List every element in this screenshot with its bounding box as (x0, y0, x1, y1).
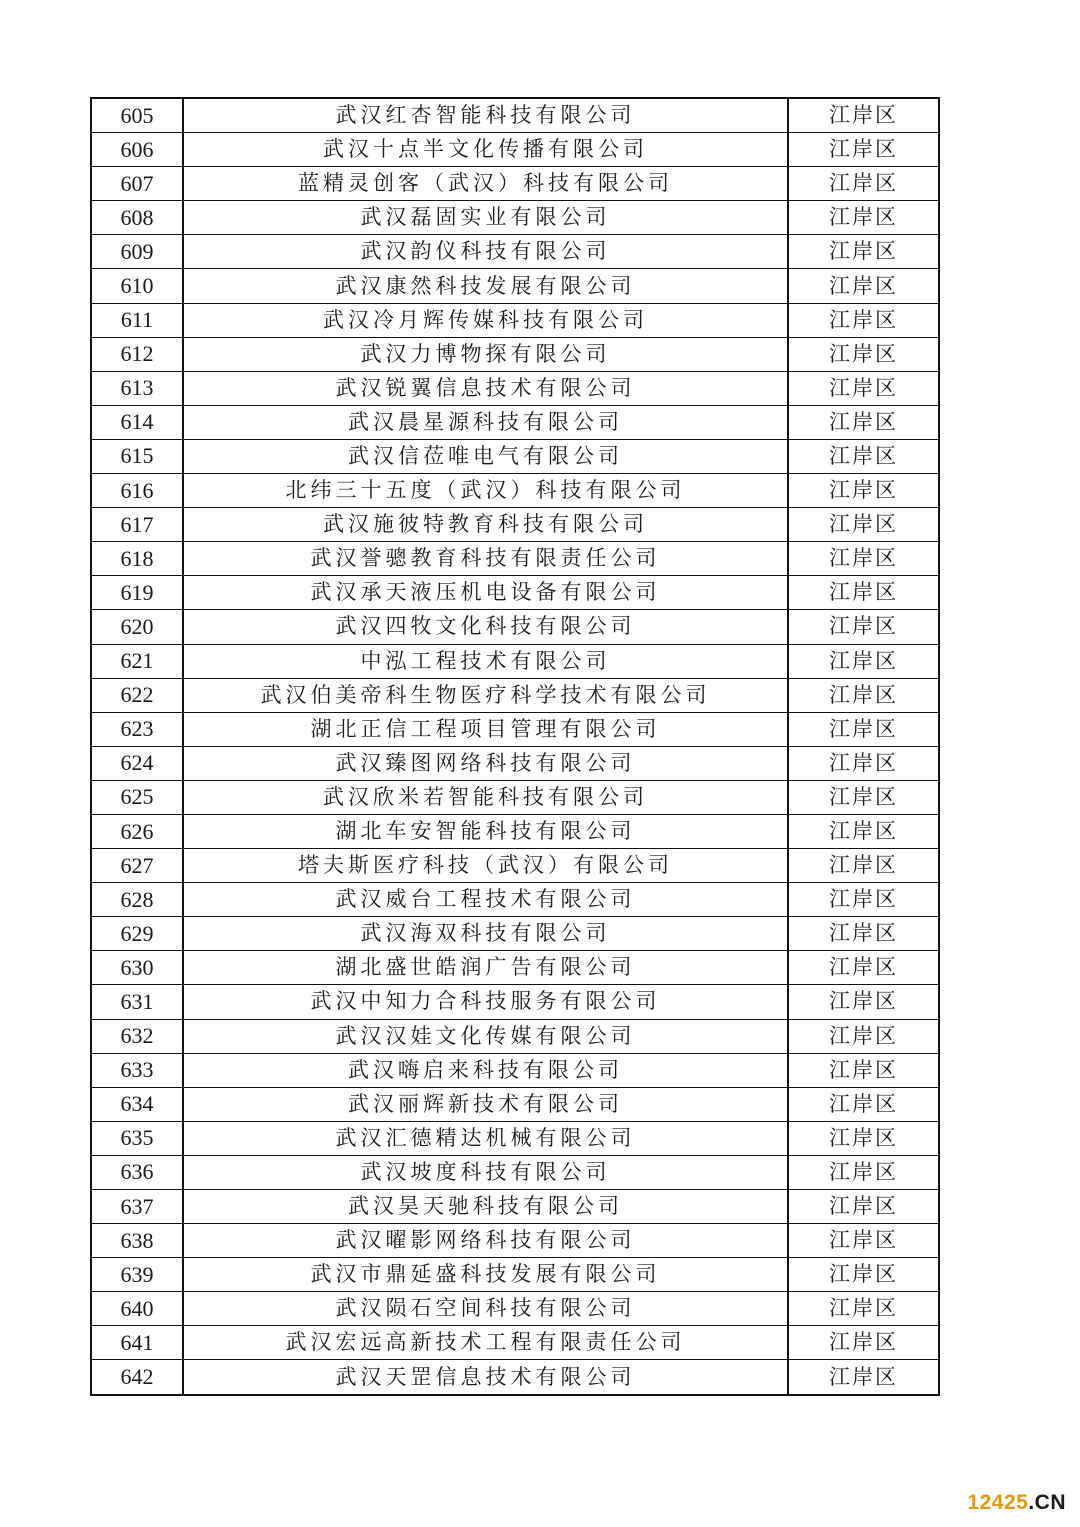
company-name-cell: 武汉四牧文化科技有限公司 (183, 610, 788, 644)
district-cell: 江岸区 (788, 439, 939, 473)
district-cell: 江岸区 (788, 1326, 939, 1360)
row-number-cell: 627 (91, 849, 183, 883)
company-list-table (90, 97, 940, 1396)
company-name-cell: 武汉力博物探有限公司 (183, 337, 788, 371)
district-cell: 江岸区 (788, 576, 939, 610)
district-cell: 江岸区 (788, 133, 939, 167)
company-name-cell: 武汉晨星源科技有限公司 (183, 405, 788, 439)
row-number-cell: 614 (91, 405, 183, 439)
district-cell: 江岸区 (788, 269, 939, 303)
row-number-cell: 628 (91, 883, 183, 917)
company-name-cell: 武汉信莅唯电气有限公司 (183, 439, 788, 473)
row-number-cell: 639 (91, 1258, 183, 1292)
row-number-cell: 617 (91, 508, 183, 542)
table-row (91, 1326, 939, 1360)
row-number-cell: 609 (91, 235, 183, 269)
district-cell: 江岸区 (788, 1360, 939, 1395)
table-row (91, 1360, 939, 1395)
district-cell: 江岸区 (788, 917, 939, 951)
table-row (91, 849, 939, 883)
table-row (91, 371, 939, 405)
company-name-cell: 武汉韵仪科技有限公司 (183, 235, 788, 269)
row-number-cell: 608 (91, 201, 183, 235)
table-row (91, 1087, 939, 1121)
row-number-cell: 634 (91, 1087, 183, 1121)
table-row (91, 337, 939, 371)
row-number-cell: 632 (91, 1019, 183, 1053)
row-number-cell: 625 (91, 780, 183, 814)
table-row (91, 883, 939, 917)
district-cell: 江岸区 (788, 508, 939, 542)
district-cell: 江岸区 (788, 167, 939, 201)
company-name-cell: 武汉中知力合科技服务有限公司 (183, 985, 788, 1019)
row-number-cell: 636 (91, 1155, 183, 1189)
company-name-cell: 湖北正信工程项目管理有限公司 (183, 712, 788, 746)
table-row (91, 542, 939, 576)
district-cell: 江岸区 (788, 337, 939, 371)
row-number-cell: 624 (91, 746, 183, 780)
company-name-cell: 武汉曜影网络科技有限公司 (183, 1224, 788, 1258)
watermark-suffix: CN (1034, 1491, 1066, 1514)
table-row (91, 508, 939, 542)
row-number-cell: 621 (91, 644, 183, 678)
district-cell: 江岸区 (788, 951, 939, 985)
table-row (91, 201, 939, 235)
company-name-cell: 中泓工程技术有限公司 (183, 644, 788, 678)
row-number-cell: 637 (91, 1190, 183, 1224)
table-body (91, 98, 939, 1395)
company-name-cell: 武汉锐翼信息技术有限公司 (183, 371, 788, 405)
district-cell: 江岸区 (788, 303, 939, 337)
company-name-cell: 武汉海双科技有限公司 (183, 917, 788, 951)
district-cell: 江岸区 (788, 1087, 939, 1121)
watermark-number: 12425 (967, 1491, 1029, 1514)
table-row (91, 1258, 939, 1292)
district-cell: 江岸区 (788, 644, 939, 678)
company-name-cell: 武汉坡度科技有限公司 (183, 1155, 788, 1189)
row-number-cell: 613 (91, 371, 183, 405)
district-cell: 江岸区 (788, 1019, 939, 1053)
district-cell: 江岸区 (788, 1053, 939, 1087)
company-name-cell: 武汉昊天驰科技有限公司 (183, 1190, 788, 1224)
company-name-cell: 武汉嗨启来科技有限公司 (183, 1053, 788, 1087)
table-row (91, 1224, 939, 1258)
table-row (91, 235, 939, 269)
row-number-cell: 618 (91, 542, 183, 576)
company-name-cell: 湖北盛世皓润广告有限公司 (183, 951, 788, 985)
district-cell: 江岸区 (788, 371, 939, 405)
table-row (91, 474, 939, 508)
table-row (91, 610, 939, 644)
district-cell: 江岸区 (788, 712, 939, 746)
district-cell: 江岸区 (788, 235, 939, 269)
table-row (91, 1019, 939, 1053)
table-row (91, 746, 939, 780)
row-number-cell: 635 (91, 1121, 183, 1155)
company-name-cell: 武汉伯美帝科生物医疗科学技术有限公司 (183, 678, 788, 712)
table-row (91, 1053, 939, 1087)
district-cell: 江岸区 (788, 849, 939, 883)
table-row (91, 167, 939, 201)
district-cell: 江岸区 (788, 985, 939, 1019)
company-name-cell: 武汉施彼特教育科技有限公司 (183, 508, 788, 542)
table-row (91, 303, 939, 337)
table-row (91, 1121, 939, 1155)
row-number-cell: 642 (91, 1360, 183, 1395)
row-number-cell: 606 (91, 133, 183, 167)
company-name-cell: 武汉天罡信息技术有限公司 (183, 1360, 788, 1395)
company-name-cell: 武汉誉骢教育科技有限责任公司 (183, 542, 788, 576)
district-cell: 江岸区 (788, 405, 939, 439)
company-name-cell: 武汉汇德精达机械有限公司 (183, 1121, 788, 1155)
table-row (91, 98, 939, 133)
company-name-cell: 武汉磊固实业有限公司 (183, 201, 788, 235)
company-name-cell: 武汉承天液压机电设备有限公司 (183, 576, 788, 610)
company-name-cell: 武汉康然科技发展有限公司 (183, 269, 788, 303)
table-row (91, 269, 939, 303)
company-name-cell: 蓝精灵创客（武汉）科技有限公司 (183, 167, 788, 201)
company-name-cell: 武汉红杏智能科技有限公司 (183, 98, 788, 133)
district-cell: 江岸区 (788, 746, 939, 780)
table-row (91, 405, 939, 439)
row-number-cell: 626 (91, 814, 183, 848)
district-cell: 江岸区 (788, 610, 939, 644)
row-number-cell: 607 (91, 167, 183, 201)
district-cell: 江岸区 (788, 883, 939, 917)
table-row (91, 1190, 939, 1224)
company-name-cell: 武汉十点半文化传播有限公司 (183, 133, 788, 167)
company-name-cell: 武汉冷月辉传媒科技有限公司 (183, 303, 788, 337)
table-row (91, 712, 939, 746)
company-name-cell: 北纬三十五度（武汉）科技有限公司 (183, 474, 788, 508)
district-cell: 江岸区 (788, 474, 939, 508)
district-cell: 江岸区 (788, 542, 939, 576)
company-name-cell: 武汉丽辉新技术有限公司 (183, 1087, 788, 1121)
table-row (91, 1292, 939, 1326)
table-row (91, 678, 939, 712)
row-number-cell: 605 (91, 98, 183, 133)
table-row (91, 917, 939, 951)
company-name-cell: 塔夫斯医疗科技（武汉）有限公司 (183, 849, 788, 883)
district-cell: 江岸区 (788, 1190, 939, 1224)
district-cell: 江岸区 (788, 1224, 939, 1258)
table-row (91, 644, 939, 678)
district-cell: 江岸区 (788, 1292, 939, 1326)
site-watermark (967, 1491, 1066, 1515)
district-cell: 江岸区 (788, 201, 939, 235)
district-cell: 江岸区 (788, 1258, 939, 1292)
row-number-cell: 619 (91, 576, 183, 610)
table-row (91, 814, 939, 848)
row-number-cell: 610 (91, 269, 183, 303)
row-number-cell: 616 (91, 474, 183, 508)
table-row (91, 951, 939, 985)
company-name-cell: 武汉陨石空间科技有限公司 (183, 1292, 788, 1326)
row-number-cell: 641 (91, 1326, 183, 1360)
district-cell: 江岸区 (788, 1155, 939, 1189)
company-name-cell: 武汉欣米若智能科技有限公司 (183, 780, 788, 814)
table-row (91, 133, 939, 167)
table-row (91, 985, 939, 1019)
company-name-cell: 武汉宏远高新技术工程有限责任公司 (183, 1326, 788, 1360)
row-number-cell: 623 (91, 712, 183, 746)
company-name-cell: 武汉臻图网络科技有限公司 (183, 746, 788, 780)
row-number-cell: 611 (91, 303, 183, 337)
district-cell: 江岸区 (788, 814, 939, 848)
row-number-cell: 630 (91, 951, 183, 985)
row-number-cell: 629 (91, 917, 183, 951)
district-cell: 江岸区 (788, 780, 939, 814)
watermark-dot: . (1028, 1491, 1035, 1514)
row-number-cell: 638 (91, 1224, 183, 1258)
row-number-cell: 620 (91, 610, 183, 644)
district-cell: 江岸区 (788, 1121, 939, 1155)
company-name-cell: 湖北车安智能科技有限公司 (183, 814, 788, 848)
row-number-cell: 640 (91, 1292, 183, 1326)
table-row (91, 439, 939, 473)
table-row (91, 576, 939, 610)
row-number-cell: 622 (91, 678, 183, 712)
row-number-cell: 612 (91, 337, 183, 371)
row-number-cell: 631 (91, 985, 183, 1019)
company-name-cell: 武汉威台工程技术有限公司 (183, 883, 788, 917)
row-number-cell: 633 (91, 1053, 183, 1087)
district-cell: 江岸区 (788, 98, 939, 133)
table-row (91, 1155, 939, 1189)
company-name-cell: 武汉市鼎延盛科技发展有限公司 (183, 1258, 788, 1292)
row-number-cell: 615 (91, 439, 183, 473)
table-row (91, 780, 939, 814)
company-name-cell: 武汉汉娃文化传媒有限公司 (183, 1019, 788, 1053)
district-cell: 江岸区 (788, 678, 939, 712)
